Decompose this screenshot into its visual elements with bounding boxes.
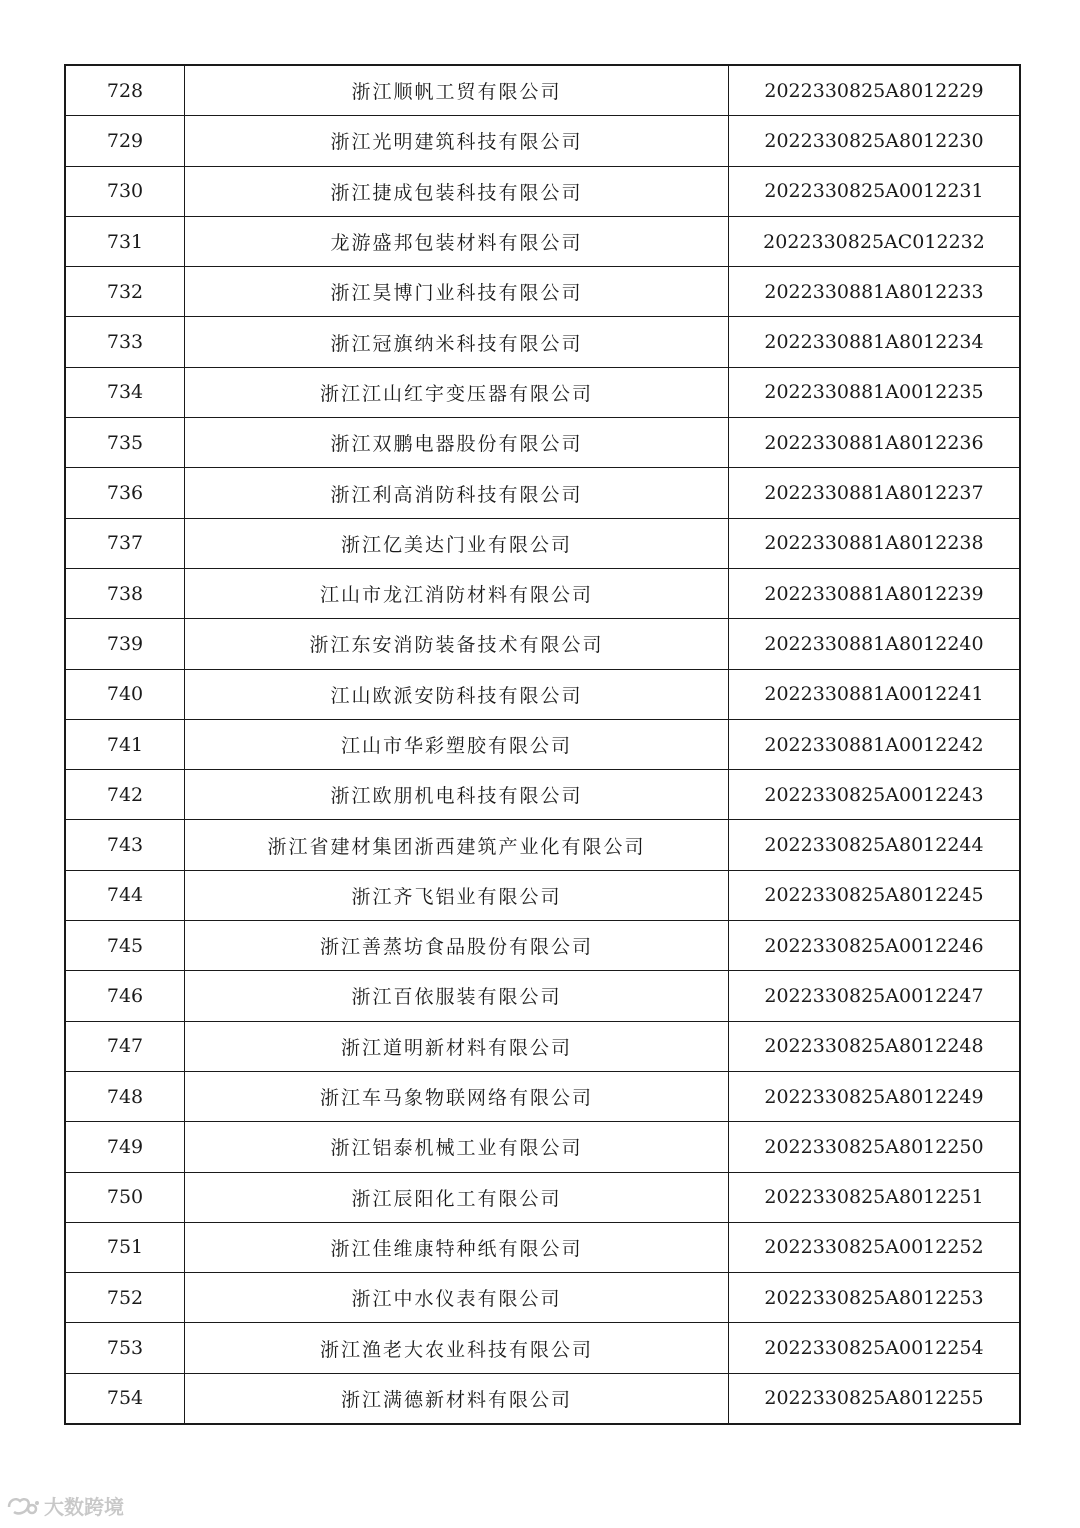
registration-code-cell: 2022330881A8012233 <box>729 267 1021 317</box>
table-row <box>65 267 1020 317</box>
company-name-cell: 浙江渔老大农业科技有限公司 <box>185 1323 729 1373</box>
table-row <box>65 468 1020 518</box>
company-name-cell: 龙游盛邦包装材料有限公司 <box>185 216 729 266</box>
registration-code-cell: 2022330825A8012245 <box>729 870 1021 920</box>
table-row <box>65 1071 1020 1121</box>
table-row <box>65 317 1020 367</box>
registration-code-cell: 2022330825A8012244 <box>729 820 1021 870</box>
company-name-cell: 浙江东安消防装备技术有限公司 <box>185 619 729 669</box>
row-number-cell: 728 <box>65 65 185 116</box>
registration-code-cell: 2022330881A8012234 <box>729 317 1021 367</box>
company-name-cell: 浙江铝泰机械工业有限公司 <box>185 1122 729 1172</box>
company-name-cell: 浙江亿美达门业有限公司 <box>185 518 729 568</box>
registration-code-cell: 2022330881A8012236 <box>729 418 1021 468</box>
row-number-cell: 742 <box>65 770 185 820</box>
table-row <box>65 1021 1020 1071</box>
company-name-cell: 江山欧派安防科技有限公司 <box>185 669 729 719</box>
registration-code-cell: 2022330881A8012240 <box>729 619 1021 669</box>
row-number-cell: 748 <box>65 1071 185 1121</box>
table-row <box>65 1273 1020 1323</box>
brand-logo-icon <box>6 1495 40 1517</box>
table-row <box>65 1373 1020 1424</box>
row-number-cell: 745 <box>65 921 185 971</box>
registration-code-cell: 2022330881A0012235 <box>729 367 1021 417</box>
company-name-cell: 浙江百依服装有限公司 <box>185 971 729 1021</box>
table-row <box>65 1222 1020 1272</box>
registration-code-cell: 2022330881A8012238 <box>729 518 1021 568</box>
table-row <box>65 719 1020 769</box>
row-number-cell: 741 <box>65 719 185 769</box>
table-row <box>65 770 1020 820</box>
registration-code-cell: 2022330881A8012237 <box>729 468 1021 518</box>
watermark <box>6 1491 124 1520</box>
company-name-cell: 浙江昊博门业科技有限公司 <box>185 267 729 317</box>
company-name-cell: 浙江利高消防科技有限公司 <box>185 468 729 518</box>
company-name-cell: 浙江佳维康特种纸有限公司 <box>185 1222 729 1272</box>
registration-code-cell: 2022330825A0012254 <box>729 1323 1021 1373</box>
row-number-cell: 743 <box>65 820 185 870</box>
registration-code-cell: 2022330881A8012239 <box>729 568 1021 618</box>
table-row <box>65 921 1020 971</box>
row-number-cell: 733 <box>65 317 185 367</box>
company-name-cell: 浙江冠旗纳米科技有限公司 <box>185 317 729 367</box>
registration-code-cell: 2022330825AC012232 <box>729 216 1021 266</box>
row-number-cell: 736 <box>65 468 185 518</box>
registration-code-cell: 2022330825A8012253 <box>729 1273 1021 1323</box>
table-row <box>65 518 1020 568</box>
row-number-cell: 730 <box>65 166 185 216</box>
row-number-cell: 735 <box>65 418 185 468</box>
registration-code-cell: 2022330825A0012252 <box>729 1222 1021 1272</box>
row-number-cell: 747 <box>65 1021 185 1071</box>
company-name-cell: 浙江捷成包装科技有限公司 <box>185 166 729 216</box>
table-row <box>65 166 1020 216</box>
row-number-cell: 754 <box>65 1373 185 1424</box>
registration-code-cell: 2022330825A8012255 <box>729 1373 1021 1424</box>
registration-code-cell: 2022330825A0012246 <box>729 921 1021 971</box>
table-row <box>65 216 1020 266</box>
company-name-cell: 浙江中水仪表有限公司 <box>185 1273 729 1323</box>
table-row <box>65 1323 1020 1373</box>
table-row <box>65 1122 1020 1172</box>
registration-code-cell: 2022330825A8012230 <box>729 116 1021 166</box>
table-row <box>65 870 1020 920</box>
company-name-cell: 浙江车马象物联网络有限公司 <box>185 1071 729 1121</box>
row-number-cell: 750 <box>65 1172 185 1222</box>
row-number-cell: 749 <box>65 1122 185 1172</box>
table-row <box>65 367 1020 417</box>
table-row <box>65 669 1020 719</box>
row-number-cell: 731 <box>65 216 185 266</box>
table-row <box>65 971 1020 1021</box>
table-row <box>65 820 1020 870</box>
registration-code-cell: 2022330825A8012249 <box>729 1071 1021 1121</box>
registration-code-cell: 2022330825A0012231 <box>729 166 1021 216</box>
row-number-cell: 744 <box>65 870 185 920</box>
company-name-cell: 江山市龙江消防材料有限公司 <box>185 568 729 618</box>
row-number-cell: 732 <box>65 267 185 317</box>
company-name-cell: 浙江光明建筑科技有限公司 <box>185 116 729 166</box>
registration-code-cell: 2022330825A8012250 <box>729 1122 1021 1172</box>
row-number-cell: 734 <box>65 367 185 417</box>
company-name-cell: 浙江欧朋机电科技有限公司 <box>185 770 729 820</box>
enterprise-list-table <box>64 64 1021 1425</box>
company-name-cell: 浙江省建材集团浙西建筑产业化有限公司 <box>185 820 729 870</box>
company-name-cell: 浙江满德新材料有限公司 <box>185 1373 729 1424</box>
watermark-text: 大数跨境 <box>44 1495 124 1519</box>
company-name-cell: 浙江齐飞铝业有限公司 <box>185 870 729 920</box>
row-number-cell: 753 <box>65 1323 185 1373</box>
registration-code-cell: 2022330825A8012248 <box>729 1021 1021 1071</box>
row-number-cell: 751 <box>65 1222 185 1272</box>
registration-code-cell: 2022330825A0012243 <box>729 770 1021 820</box>
registration-code-cell: 2022330881A0012242 <box>729 719 1021 769</box>
row-number-cell: 740 <box>65 669 185 719</box>
company-name-cell: 浙江江山红宇变压器有限公司 <box>185 367 729 417</box>
registration-code-cell: 2022330825A8012229 <box>729 65 1021 116</box>
row-number-cell: 737 <box>65 518 185 568</box>
company-name-cell: 浙江辰阳化工有限公司 <box>185 1172 729 1222</box>
row-number-cell: 739 <box>65 619 185 669</box>
table-row <box>65 65 1020 116</box>
table-row <box>65 418 1020 468</box>
company-name-cell: 江山市华彩塑胶有限公司 <box>185 719 729 769</box>
table-row <box>65 619 1020 669</box>
row-number-cell: 729 <box>65 116 185 166</box>
registration-code-cell: 2022330825A0012247 <box>729 971 1021 1021</box>
company-name-cell: 浙江双鹏电器股份有限公司 <box>185 418 729 468</box>
row-number-cell: 752 <box>65 1273 185 1323</box>
company-name-cell: 浙江道明新材料有限公司 <box>185 1021 729 1071</box>
row-number-cell: 746 <box>65 971 185 1021</box>
registration-code-cell: 2022330825A8012251 <box>729 1172 1021 1222</box>
company-name-cell: 浙江善蒸坊食品股份有限公司 <box>185 921 729 971</box>
company-name-cell: 浙江顺帆工贸有限公司 <box>185 65 729 116</box>
table-row <box>65 116 1020 166</box>
row-number-cell: 738 <box>65 568 185 618</box>
table-body <box>65 65 1020 1424</box>
registration-code-cell: 2022330881A0012241 <box>729 669 1021 719</box>
table-row <box>65 1172 1020 1222</box>
table-row <box>65 568 1020 618</box>
